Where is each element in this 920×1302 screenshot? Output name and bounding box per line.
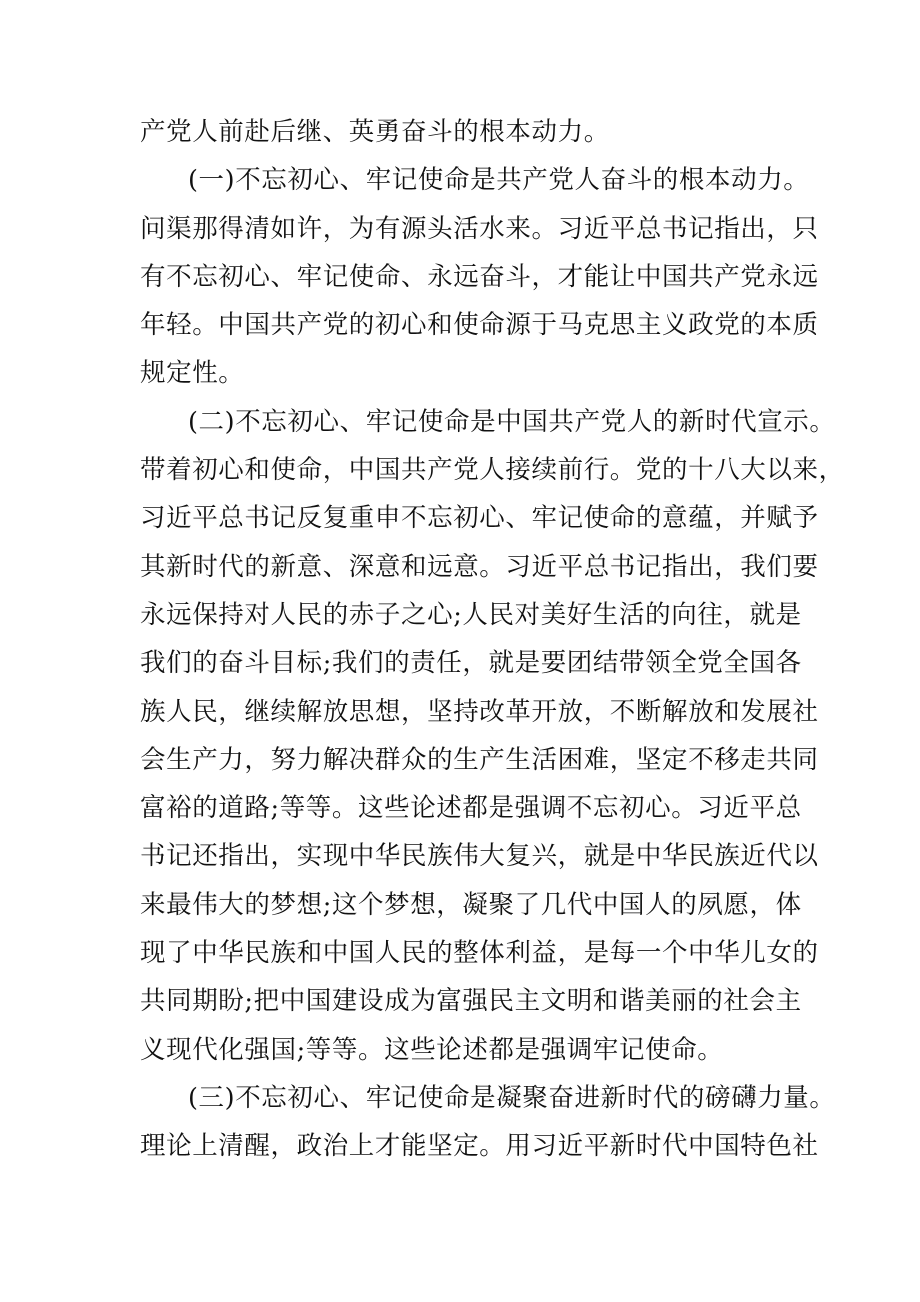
text-line: 富裕的道路;等等。这些论述都是强调不忘初心。习近平总	[140, 793, 802, 824]
text-line: 其新时代的新意、深意和远意。习近平总书记指出，我们要	[140, 551, 819, 582]
text-line: 问渠那得清如许，为有源头活水来。习近平总书记指出，只	[140, 213, 819, 244]
text-line: 来最伟大的梦想;这个梦想，凝聚了几代中国人的夙愿，体	[140, 889, 802, 920]
text-line: 共同期盼;把中国建设成为富强民主文明和谐美丽的社会主	[140, 986, 802, 1017]
text-line: 产党人前赴后继、英勇奋斗的根本动力。	[140, 117, 610, 147]
text-line: 书记还指出，实现中华民族伟大复兴，就是中华民族近代以	[140, 841, 819, 872]
text-line: 现了中华民族和中国人民的整体利益，是每一个中华儿女的	[140, 938, 819, 969]
text-line: 我们的奋斗目标;我们的责任，就是要团结带领全党全国各	[140, 648, 802, 679]
text-line: 永远保持对人民的赤子之心;人民对美好生活的向往，就是	[140, 599, 802, 630]
section-heading-3: (三)不忘初心、牢记使命是凝聚奋进新时代的磅礴力量。	[188, 1082, 836, 1113]
section-heading-2: (二)不忘初心、牢记使命是中国共产党人的新时代宣示。	[188, 406, 836, 437]
text-line: 习近平总书记反复重申不忘初心、牢记使命的意蕴，并赋予	[140, 503, 819, 534]
body-text	[140, 108, 845, 1171]
text-line: 义现代化强国;等等。这些论述都是强调牢记使命。	[140, 1034, 724, 1065]
text-line: 带着初心和使命，中国共产党人接续前行。党的十八大以来，	[140, 455, 845, 486]
text-line: 有不忘初心、牢记使命、永远奋斗，才能让中国共产党永远	[140, 261, 819, 292]
section-heading-1: (一)不忘初心、牢记使命是共产党人奋斗的根本动力。	[188, 165, 810, 196]
text-line: 族人民，继续解放思想，坚持改革开放，不断解放和发展社	[140, 696, 819, 727]
text-line: 会生产力，努力解决群众的生产生活困难，坚定不移走共同	[140, 744, 819, 775]
text-line: 年轻。中国共产党的初心和使命源于马克思主义政党的本质	[140, 310, 819, 341]
text-line: 规定性。	[140, 358, 245, 389]
text-line: 理论上清醒，政治上才能坚定。用习近平新时代中国特色社	[140, 1131, 819, 1162]
